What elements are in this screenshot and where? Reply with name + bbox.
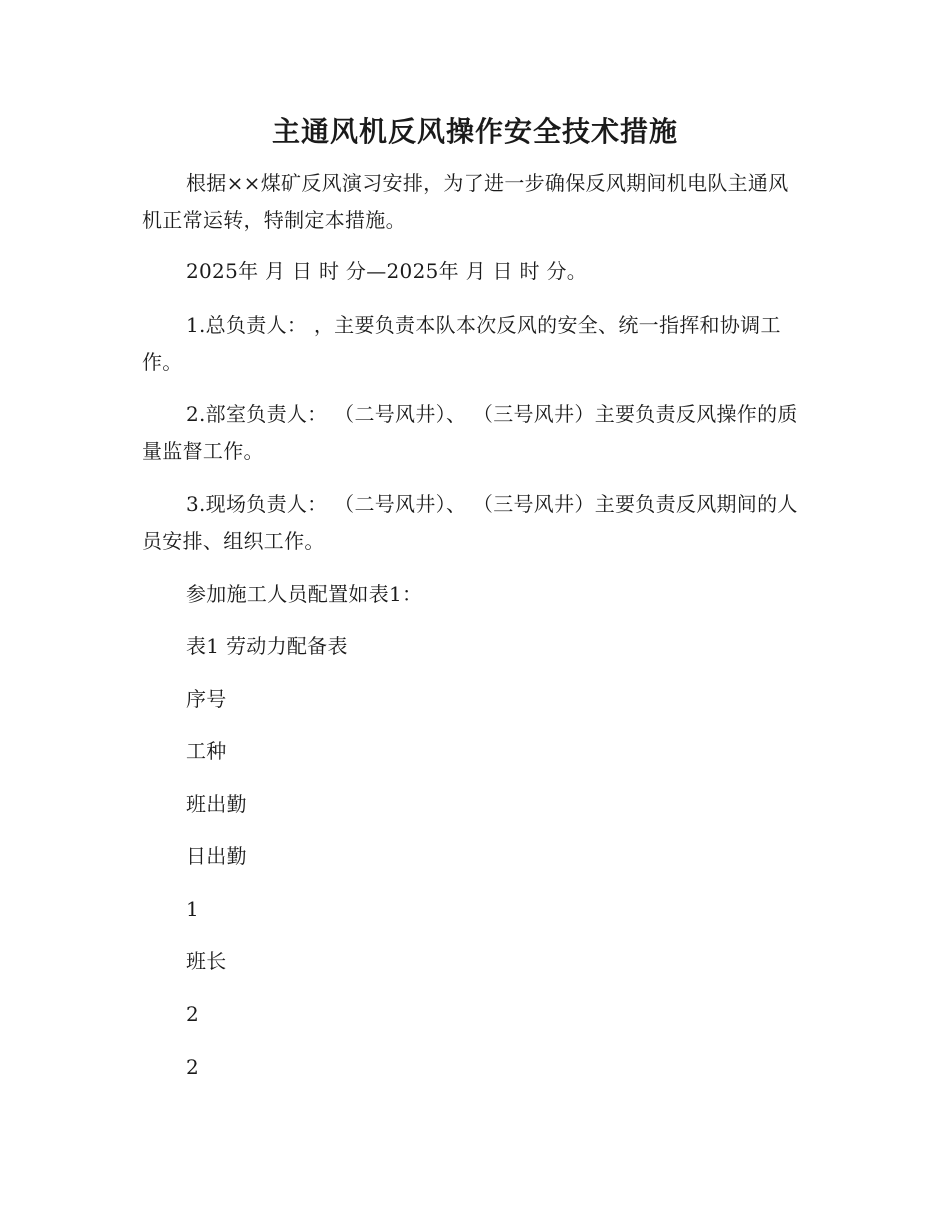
intro-paragraph: 根据××煤矿反风演习安排，为了进一步确保反风期间机电队主通风机正常运转，特制定本措施。 — [142, 171, 789, 232]
table-header-daily-attendance: 日出勤 — [186, 844, 247, 868]
table-caption: 表1 劳动力配备表 — [186, 634, 348, 658]
item-3-site-manager: 3.现场负责人： （二号风井）、 （三号风井）主要负责反风期间的人员安排、组织工作。 — [142, 492, 798, 553]
table-cell-daily-attendance: 2 — [186, 1055, 200, 1079]
table-header-index: 序号 — [186, 687, 227, 711]
item-1-general-manager: 1.总负责人： ，主要负责本队本次反风的安全、统一指挥和协调工作。 — [142, 313, 781, 374]
item-2-department-manager: 2.部室负责人： （二号风井）、 （三号风井）主要负责反风操作的质量监督工作。 — [142, 402, 798, 463]
table-header-shift-attendance: 班出勤 — [186, 792, 247, 816]
document-title: 主通风机反风操作安全技术措施 — [271, 115, 678, 148]
table-cell-index: 1 — [186, 897, 200, 921]
table-cell-shift-attendance: 2 — [186, 1002, 200, 1026]
table-header-job-type: 工种 — [186, 739, 227, 763]
staffing-note: 参加施工人员配置如表1： — [186, 582, 423, 606]
time-range: 2025年 月 日 时 分—2025年 月 日 时 分。 — [186, 259, 588, 283]
table-cell-job-type: 班长 — [186, 949, 227, 973]
